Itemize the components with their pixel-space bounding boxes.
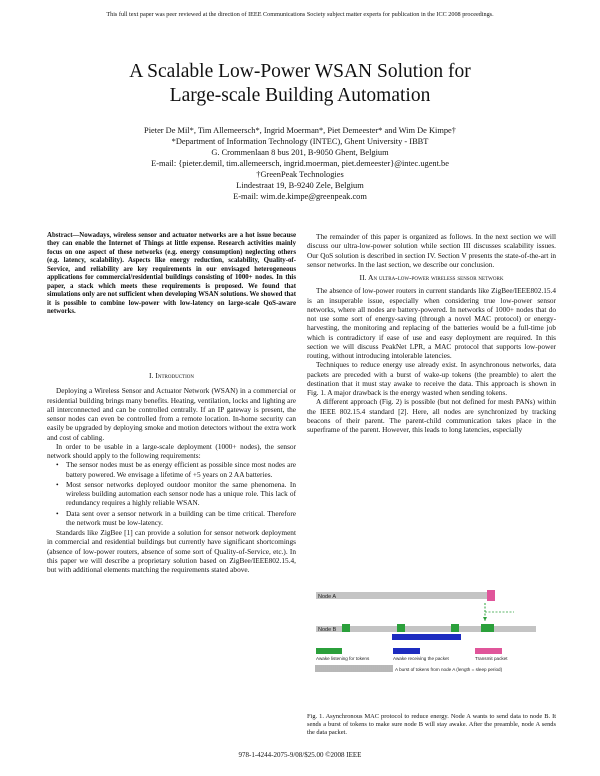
requirements-list [47,460,296,527]
intro-paragraph-3: Standards like ZigBee [1] can provide a solution for sensor network deployment in commercial and residential buildings but currently have significant shortcomings (absence of low-power routers, absence of some sort of Quality-of-Service, etc.). In this paper we will describe a proprietary solution based on ZigBee/IEEE802.15.4, but with additional elements matching the requirements stated above. [47,528,296,574]
copyright-footer: 978-1-4244-2075-9/08/$25.00 ©2008 IEEE [238,751,362,759]
abstract-text: Abstract—Nowadays, wireless sensor and actuator networks are a hot issue because they can enable the Internet of Things at little expense. Research activities mainly focus on one aspect of these networks (e.g. energy consumption) neglecting others (e.g. latency, scalability). Aspects like energy reduction, scalability, Quality-of-Service, and reliability are key requirements in our envisaged heterogeneous applications for commercial/residential buildings consisting of 1000+ nodes. In this paper, a stack which meets these requirements is proposed. We found that simulations only are not sufficient when developing WSAN solutions. We showed that it is possible to combine low-power with low-latency on large-scale QoS-aware networks. [47,232,296,316]
section2-paragraph-2: Techniques to reduce energy use already exist. In asynchronous networks, data packets are preceded with a burst of wake-up tokens (the preamble) to alert the destination that it must stay awake to receive the data. This approach is shown in Fig. 1. A major drawback is the energy wasted when sending tokens. [307,360,556,397]
address-2: Lindestraat 19, B-9240 Zele, Belgium [236,181,364,190]
transmit-packet-block [487,590,495,601]
mac-timing-diagram [309,585,556,720]
listen-block [451,624,459,632]
list-item: • The sensor nodes must be as energy efficient as possible since most nodes are battery powered. We envisage a lifetime of +5 years on 2 AA batteries. [56,460,296,479]
email-2: E-mail: wim.de.kimpe@greenpeak.com [233,192,367,201]
section2-paragraph-1: The absence of low-power routers in current standards like ZigBee/IEEE802.15.4 is an insuperable issue, especially when considering true low-power sensor networks, where all nodes are battery-powered. In networks of 1000+ nodes that do not use some sort of energy-saving (through a novel MAC protocol) or energy-harvesting, the monitoring and replacing of the batteries would be a full-time job which is contradictory if ease of use and easy deployment are required. In this section we will discuss PeakNet LPR, a MAC protocol that supports low-power routing, without introducing intolerable latencies. [307,286,556,360]
legend-receive-swatch [393,648,420,654]
intro-paragraph-2: In order to be usable in a large-scale deployment (1000+ nodes), the sensor network should apply to the following requirements: [47,441,296,460]
legend-listen-swatch [316,648,342,654]
author-names: Pieter De Mil*, Tim Allemeersch*, Ingrid Moerman*, Piet Demeester* and Wim De Kimpe† [144,126,456,135]
author-block [40,125,560,202]
email-1: E-mail: {pieter.demil, tim.allemeersch, ingrid.moerman, piet.demeester}@intec.ugent.be [151,159,449,168]
address-1: G. Crommenlaan 8 bus 201, B-9050 Ghent, Belgium [211,148,389,157]
listen-block [397,624,405,632]
figure-1 [309,585,556,720]
right-column [307,232,556,434]
legend-tokens-label: A burst of tokens from node A (length = sleep period) [395,667,503,672]
section-introduction [47,371,296,574]
affiliation-1: *Department of Information Technology (INTEC), Ghent University - IBBT [171,137,429,146]
list-item: • Data sent over a sensor network in a building can be time critical. Therefore the network must be low-latency. [56,509,296,528]
intro-paragraph-1: Deploying a Wireless Sensor and Actuator Network (WSAN) in a commercial or residential building brings many benefits. Heating, ventilation, locks and lighting are all interconnected and can be controlled centrally. If an IP gateway is present, the sensor nodes can even be controlled from a remote location. In-home security can easily be upgraded by deploying smoke and motion detectors without the extra work and cost of cabling. [47,386,296,442]
outline-paragraph: The remainder of this paper is organized as follows. In the next section we will discuss our ultra-low-power solution while section III discusses scalability issues. Our QoS solution is described in section IV. Section V presents the state-of-the-art in sensor networks. In the last section, we describe our conclusion. [307,232,556,269]
receive-block [392,634,461,640]
listen-block [481,624,494,632]
arrowhead-icon [483,617,487,621]
title-line-1: A Scalable Low-Power WSAN Solution for [129,61,471,82]
node-b-label: Node B [318,627,337,633]
figure-1-caption: Fig. 1. Asynchronous MAC protocol to reduce energy. Node A wants to send data to node B. It sends a burst of tokens to make sure node B will stay awake. After the preamble, node A sends the data packet. [307,713,556,737]
node-a-label: Node A [318,594,337,600]
title-line-2: Large-scale Building Automation [169,85,431,106]
abstract [47,232,296,317]
token-burst-legend [316,665,392,672]
affiliation-2: †GreenPeak Technologies [256,170,344,179]
legend-transmit-label: Transmit packet [475,656,508,661]
peer-review-note: This full text paper was peer reviewed at the direction of IEEE Communications Society subject matter experts for publication in the ICC 2008 proceedings. [106,11,494,18]
node-a-bar [316,592,491,599]
legend-listen-label: Awake listening for tokens [316,656,370,661]
listen-block [342,624,350,632]
list-item: • Most sensor networks deployed outdoor monitor the same phenomena. In wireless building automation each sensor node has a unique role. This lack of redundancy requires a highly reliable WSAN. [56,480,296,508]
legend-receive-label: Awake receiving the packet [393,656,449,661]
section2-paragraph-3: A different approach (Fig. 2) is possible (but not defined for mesh PANs) within the IEEE 802.15.4 standard [2]. Here, all nodes are synchronized by tracking beacons of their parent. The parent-child communication takes place in the superframe of the parent. However, this leads to long latencies, especially [307,397,556,434]
section-heading-low-power: II. An ultra-low-power wireless sensor network [359,273,504,282]
section-heading-introduction: I. Introduction [149,371,194,380]
paper-title [40,60,560,108]
legend-transmit-swatch [475,648,502,654]
